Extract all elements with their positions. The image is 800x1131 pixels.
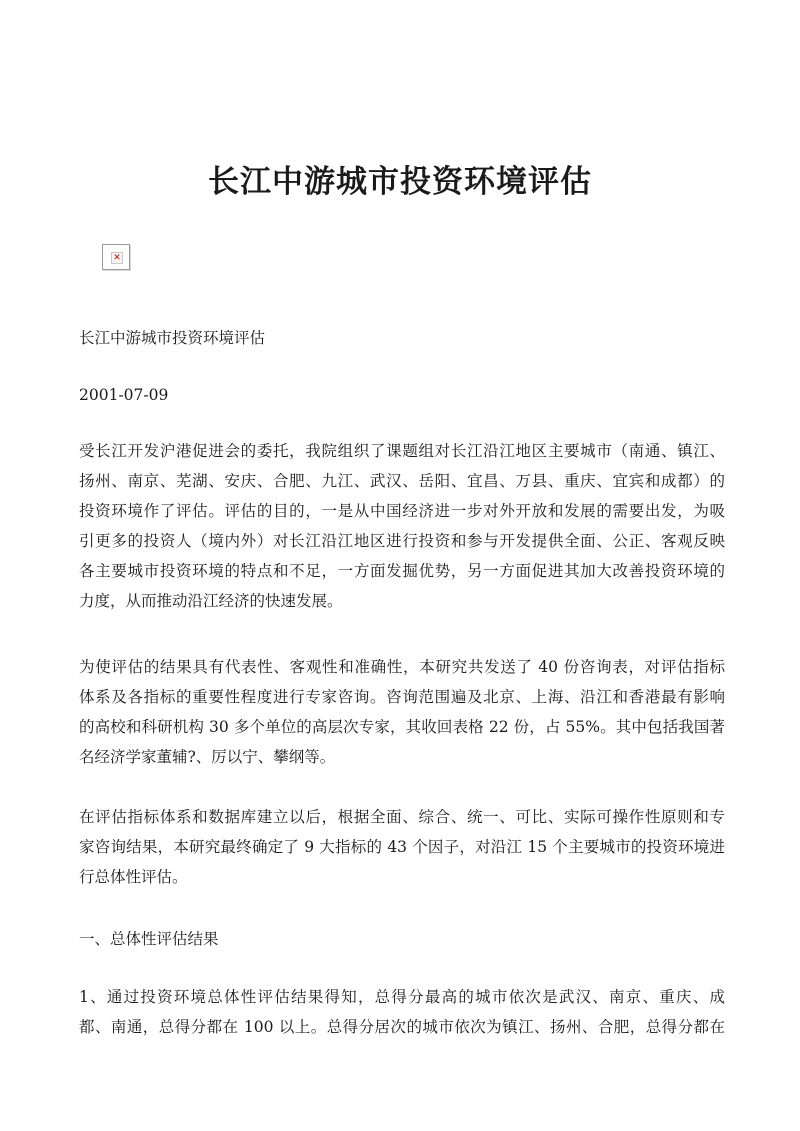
- paragraph-line: 力度，从而推动沿江经济的快速发展。: [79, 592, 343, 610]
- broken-image-placeholder: [102, 244, 130, 270]
- paragraph-line: 的高校和科研机构 30 多个单位的高层次专家，其收回表格 22 份，占 55%。其中包括我国著: [79, 718, 725, 736]
- article-subtitle: 长江中游城市投资环境评估: [79, 329, 266, 347]
- paragraph-methodology: [79, 802, 725, 892]
- document-title: 长江中游城市投资环境评估: [208, 164, 592, 200]
- section-heading: 一、总体性评估结果: [79, 930, 219, 948]
- paragraph-line: 各主要城市投资环境的特点和不足，一方面发掘优势，另一方面促进其加大改善投资环境的: [79, 562, 725, 580]
- paragraph-line: 扬州、南京、芜湖、安庆、合肥、九江、武汉、岳阳、宜昌、万县、重庆、宜宾和成都）的: [79, 472, 725, 490]
- paragraph-expert-survey: [79, 652, 725, 772]
- paragraph-line: 受长江开发沪港促进会的委托，我院组织了课题组对长江沿江地区主要城市（南通、镇江、: [79, 442, 725, 460]
- paragraph-line: 家咨询结果，本研究最终确定了 9 大指标的 43 个因子，对沿江 15 个主要城市的投资环境进: [79, 838, 725, 856]
- paragraph-line: 都、南通，总得分都在 100 以上。总得分居次的城市依次为镇江、扬州、合肥，总得分都在: [79, 1018, 725, 1036]
- broken-image-icon: ✕: [111, 252, 123, 264]
- paragraph-line: 在评估指标体系和数据库建立以后，根据全面、综合、统一、可比、实际可操作性原则和专: [79, 808, 725, 826]
- paragraph-line: 为使评估的结果具有代表性、客观性和准确性，本研究共发送了 40 份咨询表，对评估指标: [79, 658, 725, 676]
- paragraph-line: 体系及各指标的重要性程度进行专家咨询。咨询范围遍及北京、上海、沿江和香港最有影响: [79, 688, 725, 706]
- paragraph-line: 行总体性评估。: [79, 868, 188, 886]
- paragraph-line: 投资环境作了评估。评估的目的，一是从中国经济进一步对外开放和发展的需要出发，为吸: [79, 502, 725, 520]
- paragraph-line: 名经济学家董辅?、厉以宁、攀纲等。: [79, 748, 336, 766]
- paragraph-commission: [79, 436, 725, 616]
- paragraph-line: 1、通过投资环境总体性评估结果得知，总得分最高的城市依次是武汉、南京、重庆、成: [79, 988, 725, 1006]
- article-date: 2001-07-09: [79, 386, 169, 404]
- paragraph-line: 引更多的投资人（境内外）对长江沿江地区进行投资和参与开发提供全面、公正、客观反映: [79, 532, 725, 550]
- paragraph-point-one: [79, 982, 725, 1042]
